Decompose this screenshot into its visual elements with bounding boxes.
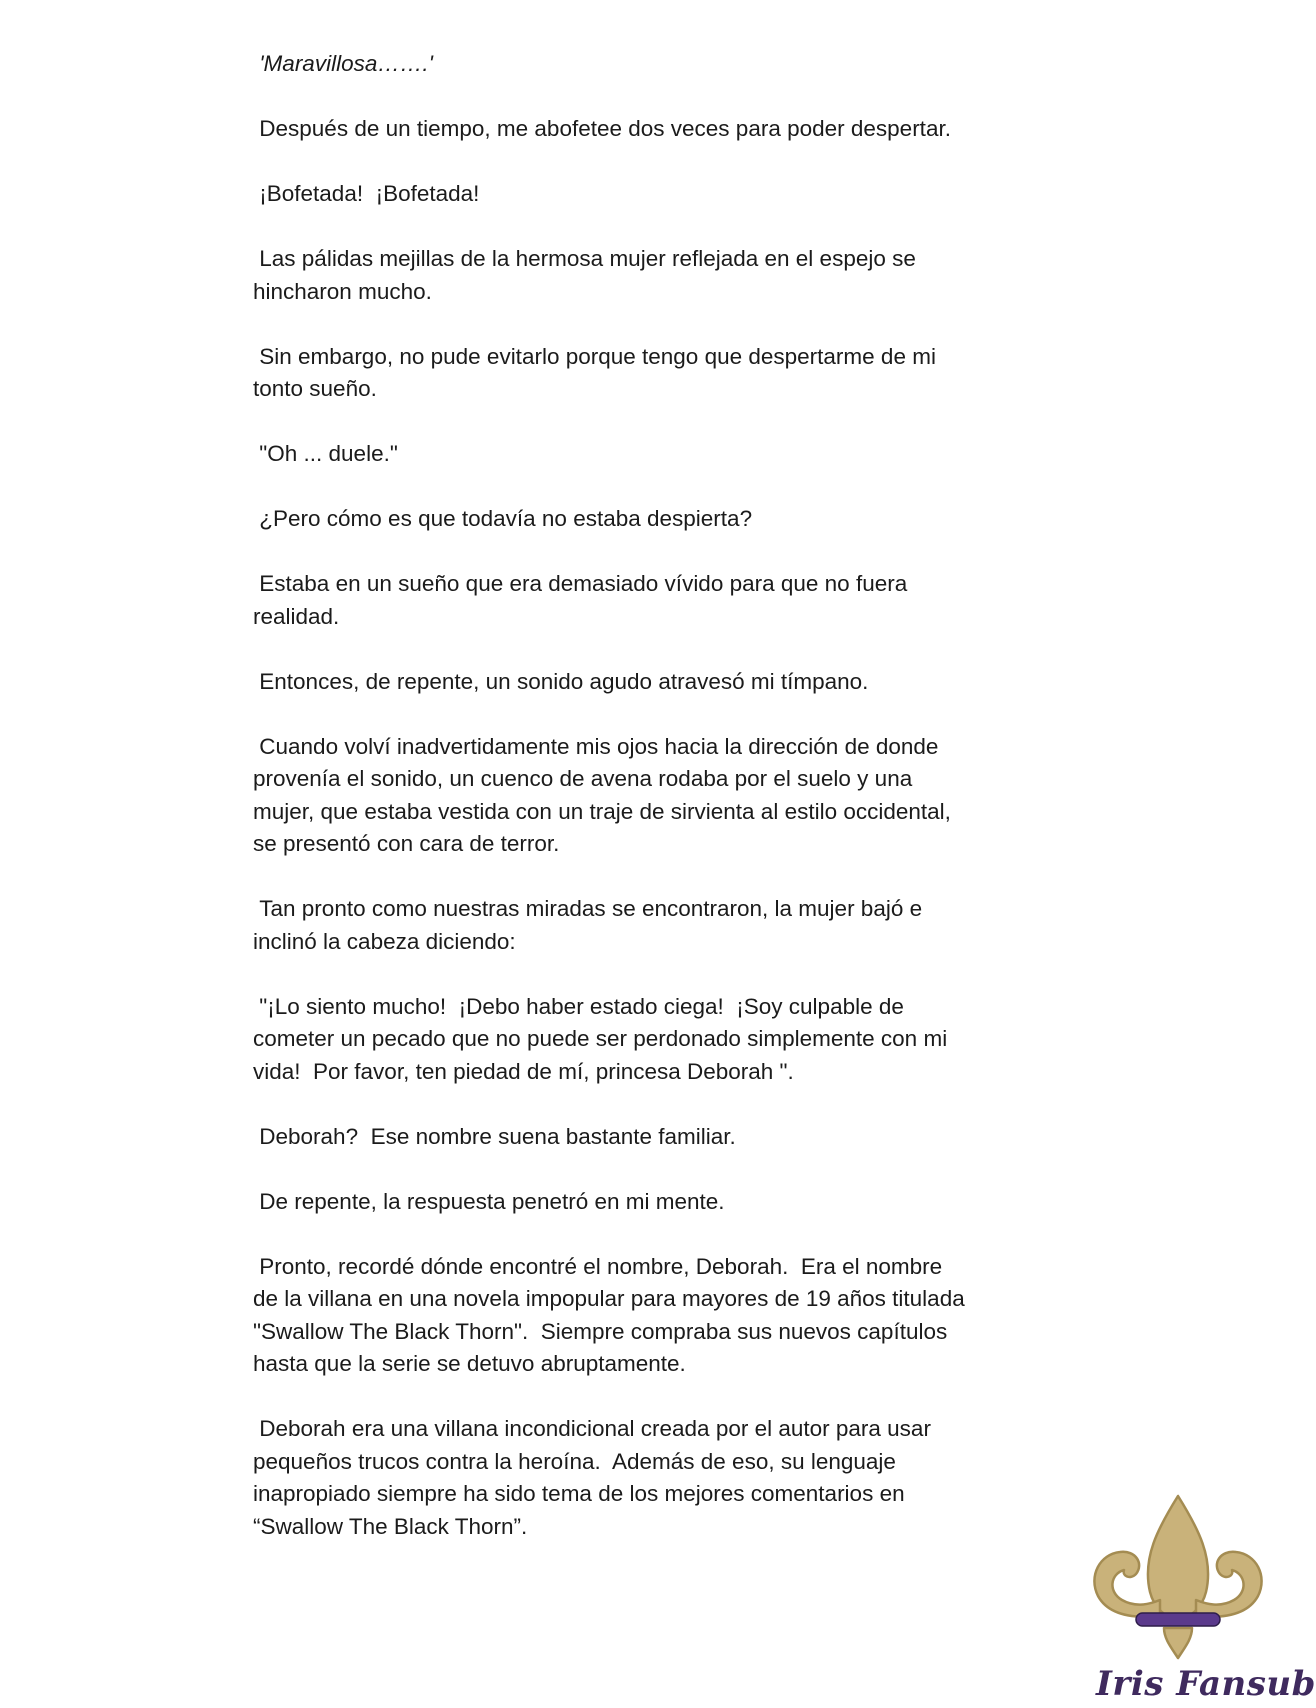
paragraph: Las pálidas mejillas de la hermosa mujer reflejada en el espejo se hincharon mucho. bbox=[253, 246, 916, 304]
paragraph: 'Maravillosa…….' bbox=[253, 51, 433, 76]
paragraph: "Oh ... duele." bbox=[253, 441, 398, 466]
paragraph: Estaba en un sueño que era demasiado vívido para que no fuera realidad. bbox=[253, 571, 908, 629]
paragraph: Cuando volví inadvertidamente mis ojos hacia la dirección de donde provenía el sonido, un cuenco de avena rodaba por el suelo y una mujer, que estaba vestida con un traje de sirvienta al estilo occidental, se presentó con cara de terror. bbox=[253, 733, 951, 856]
paragraph: Deborah? Ese nombre suena bastante familiar. bbox=[253, 1123, 736, 1149]
fleur-de-lis-icon bbox=[1080, 1488, 1276, 1668]
paragraph: ¡Bofetada! ¡Bofetada! bbox=[253, 181, 480, 206]
paragraph: Después de un tiempo, me abofetee dos veces para poder despertar. bbox=[253, 116, 951, 141]
paragraph: Pronto, recordé dónde encontré el nombre, Deborah. Era el nombre de la villana en una novela impopular para mayores de 19 años titulada "Swallow The Black Thorn". Siempre compraba sus nuevos capítulos hasta que la serie se detuvo abruptamente. bbox=[253, 1253, 965, 1376]
paragraph: "¡Lo siento mucho! ¡Debo haber estado ciega! ¡Soy culpable de cometer un pecado que no puede ser perdonado simplemente con mi vida! Por favor, ten piedad de mí, princesa Deborah ". bbox=[253, 993, 948, 1084]
paragraph: ¿Pero cómo es que todavía no estaba despierta? bbox=[253, 506, 753, 531]
iris-fansub-logo bbox=[1080, 1488, 1316, 1704]
logo-text: Iris Fansub bbox=[1096, 1664, 1316, 1704]
paragraph: Deborah era una villana incondicional creada por el autor para usar pequeños trucos contra la heroína. Además de eso, su lenguaje inapropiado siempre ha sido tema de los mejores comentarios en “Swallow The Black Thorn”. bbox=[253, 1416, 931, 1539]
paragraph: Entonces, de repente, un sonido agudo atravesó mi tímpano. bbox=[253, 668, 869, 694]
document-body bbox=[253, 48, 1043, 1576]
paragraph: Tan pronto como nuestras miradas se encontraron, la mujer bajó e inclinó la cabeza diciendo: bbox=[253, 896, 923, 954]
paragraph: De repente, la respuesta penetró en mi mente. bbox=[253, 1188, 725, 1214]
paragraph: Sin embargo, no pude evitarlo porque tengo que despertarme de mi tonto sueño. bbox=[253, 343, 936, 401]
